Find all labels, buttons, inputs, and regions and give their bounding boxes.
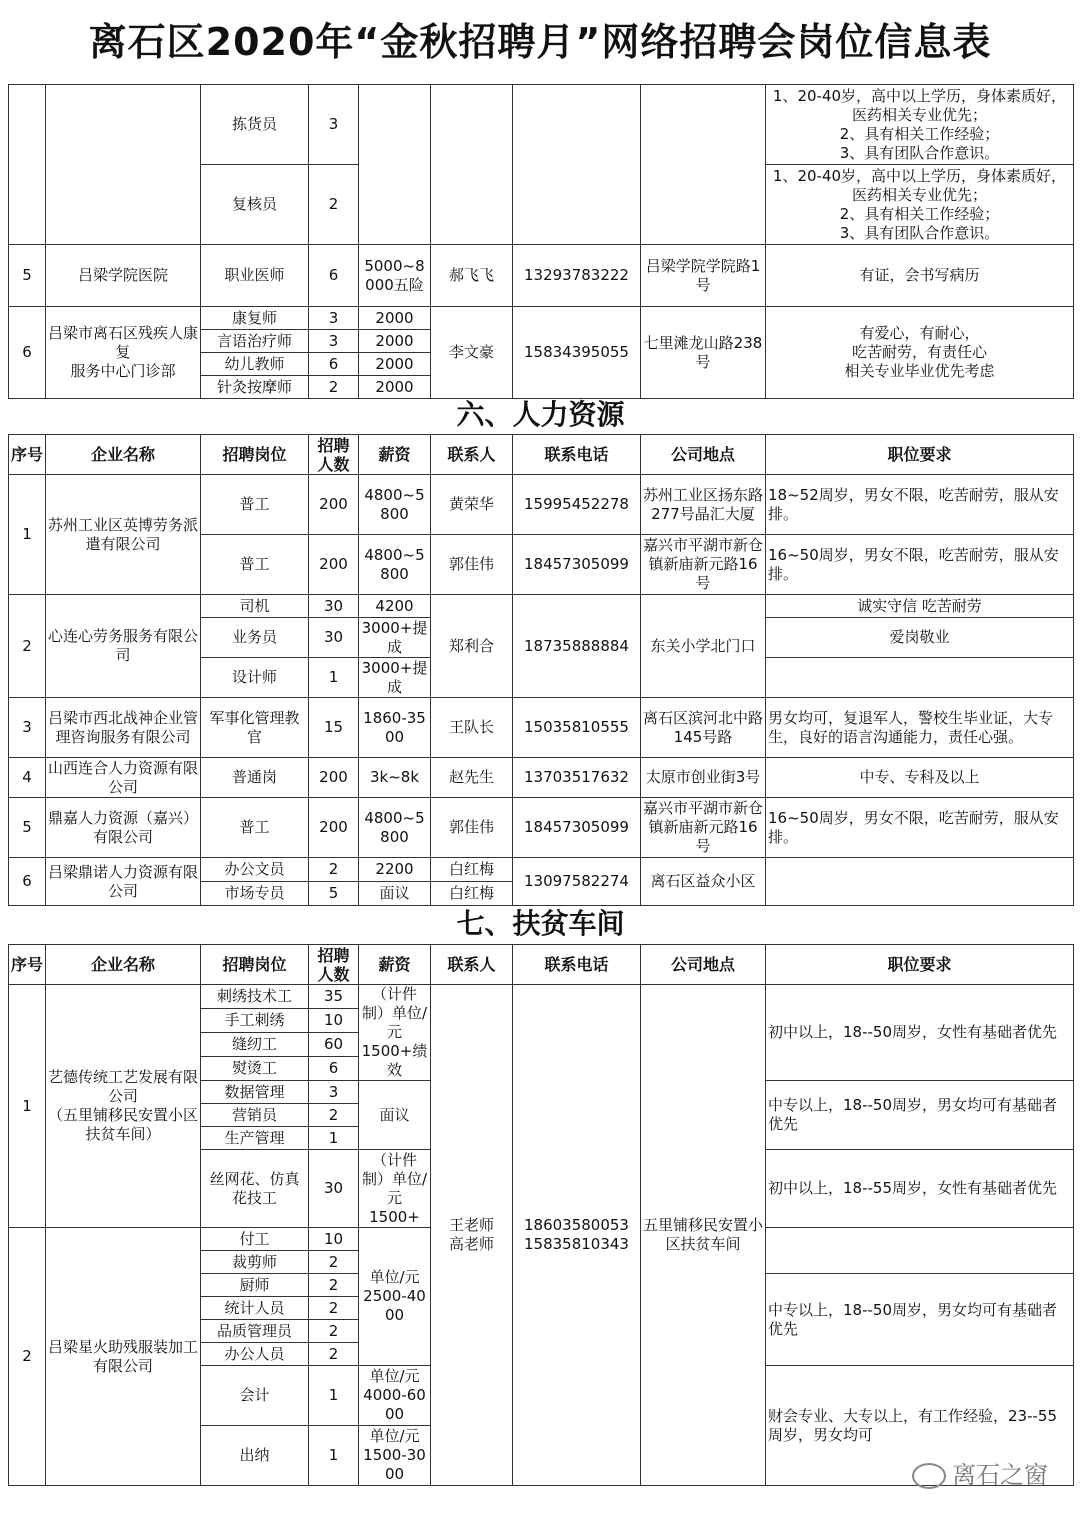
table-cell: 诚实守信 吃苦耐劳 [766,595,1074,618]
table-cell: 王老师 高老师 [431,985,513,1486]
column-header: 职位要求 [766,435,1074,475]
table-cell: 2 [9,595,46,698]
column-header: 公司地点 [641,945,766,985]
table-cell: 缝纫工 [201,1033,309,1057]
table-cell: 心连心劳务服务有限公司 [46,595,201,698]
watermark [912,1455,1048,1490]
table-cell: 2 [309,376,359,399]
table-cell: 1 [9,475,46,595]
table-cell: 3 [309,307,359,330]
column-header: 联系电话 [513,945,641,985]
table-cell: 4 [9,758,46,798]
table-cell: 拣货员 [201,85,309,165]
table-cell: 30 [309,618,359,658]
table-cell: 1 [309,1426,359,1486]
table-cell: 4800~5800 [359,798,431,858]
column-header: 序号 [9,945,46,985]
table-header-row [9,435,1074,475]
table-row [9,595,1074,618]
table-cell: 熨烫工 [201,1057,309,1081]
table-cell: 1860-3500 [359,698,431,758]
table-cell: 4800~5800 [359,535,431,595]
table-cell: 2000 [359,307,431,330]
table-cell: 2 [309,858,359,882]
table-cell: 营销员 [201,1104,309,1127]
table-cell: 6 [309,353,359,376]
table-cell: 赵先生 [431,758,513,798]
table-cell: 4800~5800 [359,475,431,535]
table-cell: 郝飞飞 [431,245,513,307]
column-header: 联系电话 [513,435,641,475]
table-cell: 吕梁鼎诺人力资源有限公司 [46,858,201,906]
table-cell: 市场专员 [201,882,309,906]
table-cell: 幼儿教师 [201,353,309,376]
column-header: 招聘岗位 [201,435,309,475]
table-cell: （计件制）单位/元 1500+绩效 [359,985,431,1081]
table-cell: 苏州工业区扬东路277号晶汇大厦 [641,475,766,535]
table-cell: 5000~8000五险 [359,245,431,307]
table-cell [46,85,201,245]
table-cell: 2200 [359,858,431,882]
table-cell: 办公人员 [201,1343,309,1366]
column-header: 联系人 [431,945,513,985]
column-header: 招聘人数 [309,945,359,985]
table-cell: 3 [309,1081,359,1104]
table-cell: 丝网花、仿真花技工 [201,1150,309,1228]
table-cell: 吕梁学院医院 [46,245,201,307]
table-cell: 离石之窗 [952,1461,1048,1489]
table-row [9,698,1074,758]
table-hr [8,434,1074,906]
table-cell: 生产管理 [201,1127,309,1150]
column-header: 招聘人数 [309,435,359,475]
table-cell: 吕梁市离石区残疾人康复 服务中心门诊部 [46,307,201,399]
table-cell: 2 [9,1228,46,1486]
table-cell: 嘉兴市平湖市新仓镇新庙新元路16号 [641,535,766,595]
table-cell: 针灸按摩师 [201,376,309,399]
table-cell: 18~52周岁，男女不限，吃苦耐劳，服从安排。 [766,475,1074,535]
table-cell: 单位/元 2500-4000 [359,1228,431,1366]
column-header: 职位要求 [766,945,1074,985]
table-cell: 6 [9,858,46,906]
table-cell: 业务员 [201,618,309,658]
table-cell: 离石区益众小区 [641,858,766,906]
table-cell: 初中以上，18--50周岁，女性有基础者优先 [766,985,1074,1081]
table-cell: 康复师 [201,307,309,330]
table-row [9,798,1074,858]
table-row [9,985,1074,1009]
table-cell: 单位/元 4000-6000 [359,1366,431,1426]
table-cell: 艺德传统工艺发展有限公司 （五里铺移民安置小区扶贫车间） [46,985,201,1228]
page-title: 离石区2020年“金秋招聘月”网络招聘会岗位信息表 [88,20,992,64]
table-cell: 鼎嘉人力资源（嘉兴）有限公司 [46,798,201,858]
table-cell: 5 [9,798,46,858]
table-poverty [8,944,1074,1486]
table-cell: 60 [309,1033,359,1057]
table-cell: 5 [9,245,46,307]
table-cell: 中专、专科及以上 [766,758,1074,798]
table-cell: 司机 [201,595,309,618]
column-header: 招聘岗位 [201,945,309,985]
column-header: 联系人 [431,435,513,475]
table-cell [766,1228,1074,1274]
table-cell: 1 [309,658,359,698]
table-cell: 16~50周岁，男女不限，吃苦耐劳，服从安排。 [766,798,1074,858]
table-cell [641,85,766,245]
table-cell [513,85,641,245]
table-cell: 品质管理员 [201,1320,309,1343]
table-cell: 五里铺移民安置小区扶贫车间 [641,985,766,1486]
table-cell: 2 [309,1274,359,1297]
table-cell: 6 [9,307,46,399]
table-cell: 手工刺绣 [201,1009,309,1033]
table-cell: 裁剪师 [201,1251,309,1274]
column-header: 企业名称 [46,435,201,475]
table-cell: （计件制）单位/元 1500+ [359,1150,431,1228]
table-cell: 白红梅 [431,858,513,882]
column-header: 薪资 [359,945,431,985]
table-cell: 单位/元 1500-3000 [359,1426,431,1486]
table-cell: 刺绣技术工 [201,985,309,1009]
table-cell: 15035810555 [513,698,641,758]
table-cell: 1 [309,1366,359,1426]
table-cell: 设计师 [201,658,309,698]
table-cell: 军事化管理教官 [201,698,309,758]
table-cell: 15995452278 [513,475,641,535]
table-cell: 郭佳伟 [431,798,513,858]
table-cell: 2000 [359,353,431,376]
table-cell: 18457305099 [513,535,641,595]
table-cell: 1、20-40岁，高中以上学历，身体素质好，医药相关专业优先； 2、具有相关工作经验； 3、具有团队合作意识。 [766,85,1074,165]
table-cell: 13293783222 [513,245,641,307]
table-cell [766,858,1074,906]
table-cell: 普工 [201,475,309,535]
table-cell [766,658,1074,698]
table-cell: 七里滩龙山路238号 [641,307,766,399]
table-cell: 6 [309,245,359,307]
table-cell: 2 [309,1343,359,1366]
table-cell: 苏州工业区英博劳务派遣有限公司 [46,475,201,595]
table-cell: 言语治疗师 [201,330,309,353]
table-cell: 3000+提成 [359,618,431,658]
table-cell: 普通岗 [201,758,309,798]
table-cell: 200 [309,798,359,858]
table-cell: 2 [309,1297,359,1320]
table-cell: 面议 [359,1081,431,1150]
table-cell: 吕梁学院学院路1号 [641,245,766,307]
table-cell: 付工 [201,1228,309,1251]
table-cell: 吕梁星火助残服装加工有限公司 [46,1228,201,1486]
table-row [9,858,1074,882]
table-row [9,85,1074,165]
table-cell: 15 [309,698,359,758]
table-cell: 3 [309,85,359,165]
table-cell: 2000 [359,330,431,353]
table-cell: 1 [309,1127,359,1150]
table-cell: 统计人员 [201,1297,309,1320]
column-header: 薪资 [359,435,431,475]
table-cell: 2 [309,1320,359,1343]
column-header: 企业名称 [46,945,201,985]
wechat-icon [912,1463,946,1489]
table-header-row [9,945,1074,985]
column-header: 公司地点 [641,435,766,475]
table-cell: 1、20-40岁，高中以上学历，身体素质好，医药相关专业优先； 2、具有相关工作经验； 3、具有团队合作意识。 [766,165,1074,245]
column-header: 序号 [9,435,46,475]
table-cell: 18457305099 [513,798,641,858]
table-cell: 2000 [359,376,431,399]
table-cell [431,85,513,245]
table-cell: 3 [9,698,46,758]
section-title-hr: 六、人力资源 [456,398,625,431]
table-cell: 13097582274 [513,858,641,906]
table-cell: 4200 [359,595,431,618]
table-cell: 出纳 [201,1426,309,1486]
table-cell: 中专以上，18--50周岁，男女均可有基础者优先 [766,1081,1074,1150]
table-cell: 30 [309,1150,359,1228]
table-cell: 2 [309,1104,359,1127]
table-cell: 会计 [201,1366,309,1426]
table-cell: 3 [309,330,359,353]
table-cell: 郭佳伟 [431,535,513,595]
table-cell: 面议 [359,882,431,906]
table-cell: 初中以上，18--55周岁，女性有基础者优先 [766,1150,1074,1228]
table-cell: 王队长 [431,698,513,758]
table-row [9,245,1074,307]
table-cell: 6 [309,1057,359,1081]
table-cell: 数据管理 [201,1081,309,1104]
table-cell: 离石区滨河北中路145号路 [641,698,766,758]
table-cell: 财会专业、大专以上，有工作经验，23--55周岁，男女均可 [766,1366,1074,1486]
table-row [9,475,1074,535]
table-cell: 中专以上，18--50周岁，男女均可有基础者优先 [766,1274,1074,1366]
table-cell: 有爱心，有耐心， 吃苦耐劳，有责任心 相关专业毕业优先考虑 [766,307,1074,399]
table-cell: 厨师 [201,1274,309,1297]
table-cell: 太原市创业街3号 [641,758,766,798]
table-cell: 200 [309,535,359,595]
table-cell [9,85,46,245]
table-cell: 吕梁市西北战神企业管理咨询服务有限公司 [46,698,201,758]
table-cell: 爱岗敬业 [766,618,1074,658]
table-cell: 2 [309,1251,359,1274]
table-cell: 2 [309,165,359,245]
table-cell: 13703517632 [513,758,641,798]
table-cell: 白红梅 [431,882,513,906]
table-cell: 李文豪 [431,307,513,399]
table-cell: 山西连合人力资源有限公司 [46,758,201,798]
table-cell: 1 [9,985,46,1228]
table-cell: 黄荣华 [431,475,513,535]
table-cell: 3000+提成 [359,658,431,698]
table-cell: 普工 [201,535,309,595]
table-cell: 200 [309,758,359,798]
table-cell: 10 [309,1228,359,1251]
section-title-poverty: 七、扶贫车间 [456,907,625,940]
table-cell: 男女均可，复退军人，警校生毕业证，大专生，良好的语言沟通能力，责任心强。 [766,698,1074,758]
table-cell: 18735888884 [513,595,641,698]
table-cell: 16~50周岁，男女不限，吃苦耐劳，服从安排。 [766,535,1074,595]
table-continued [8,84,1074,399]
table-cell [359,85,431,245]
table-row [9,307,1074,330]
table-cell: 35 [309,985,359,1009]
table-cell: 10 [309,1009,359,1033]
table-cell: 职业医师 [201,245,309,307]
table-cell: 办公文员 [201,858,309,882]
table-cell: 嘉兴市平湖市新仓镇新庙新元路16号 [641,798,766,858]
table-cell: 30 [309,595,359,618]
table-cell: 200 [309,475,359,535]
table-cell: 复核员 [201,165,309,245]
table-cell: 有证，会书写病历 [766,245,1074,307]
table-cell: 15834395055 [513,307,641,399]
table-cell: 5 [309,882,359,906]
table-cell: 普工 [201,798,309,858]
table-cell: 郑利合 [431,595,513,698]
table-cell: 东关小学北门口 [641,595,766,698]
table-cell: 18603580053 15835810343 [513,985,641,1486]
table-cell: 3k~8k [359,758,431,798]
table-row [9,758,1074,798]
